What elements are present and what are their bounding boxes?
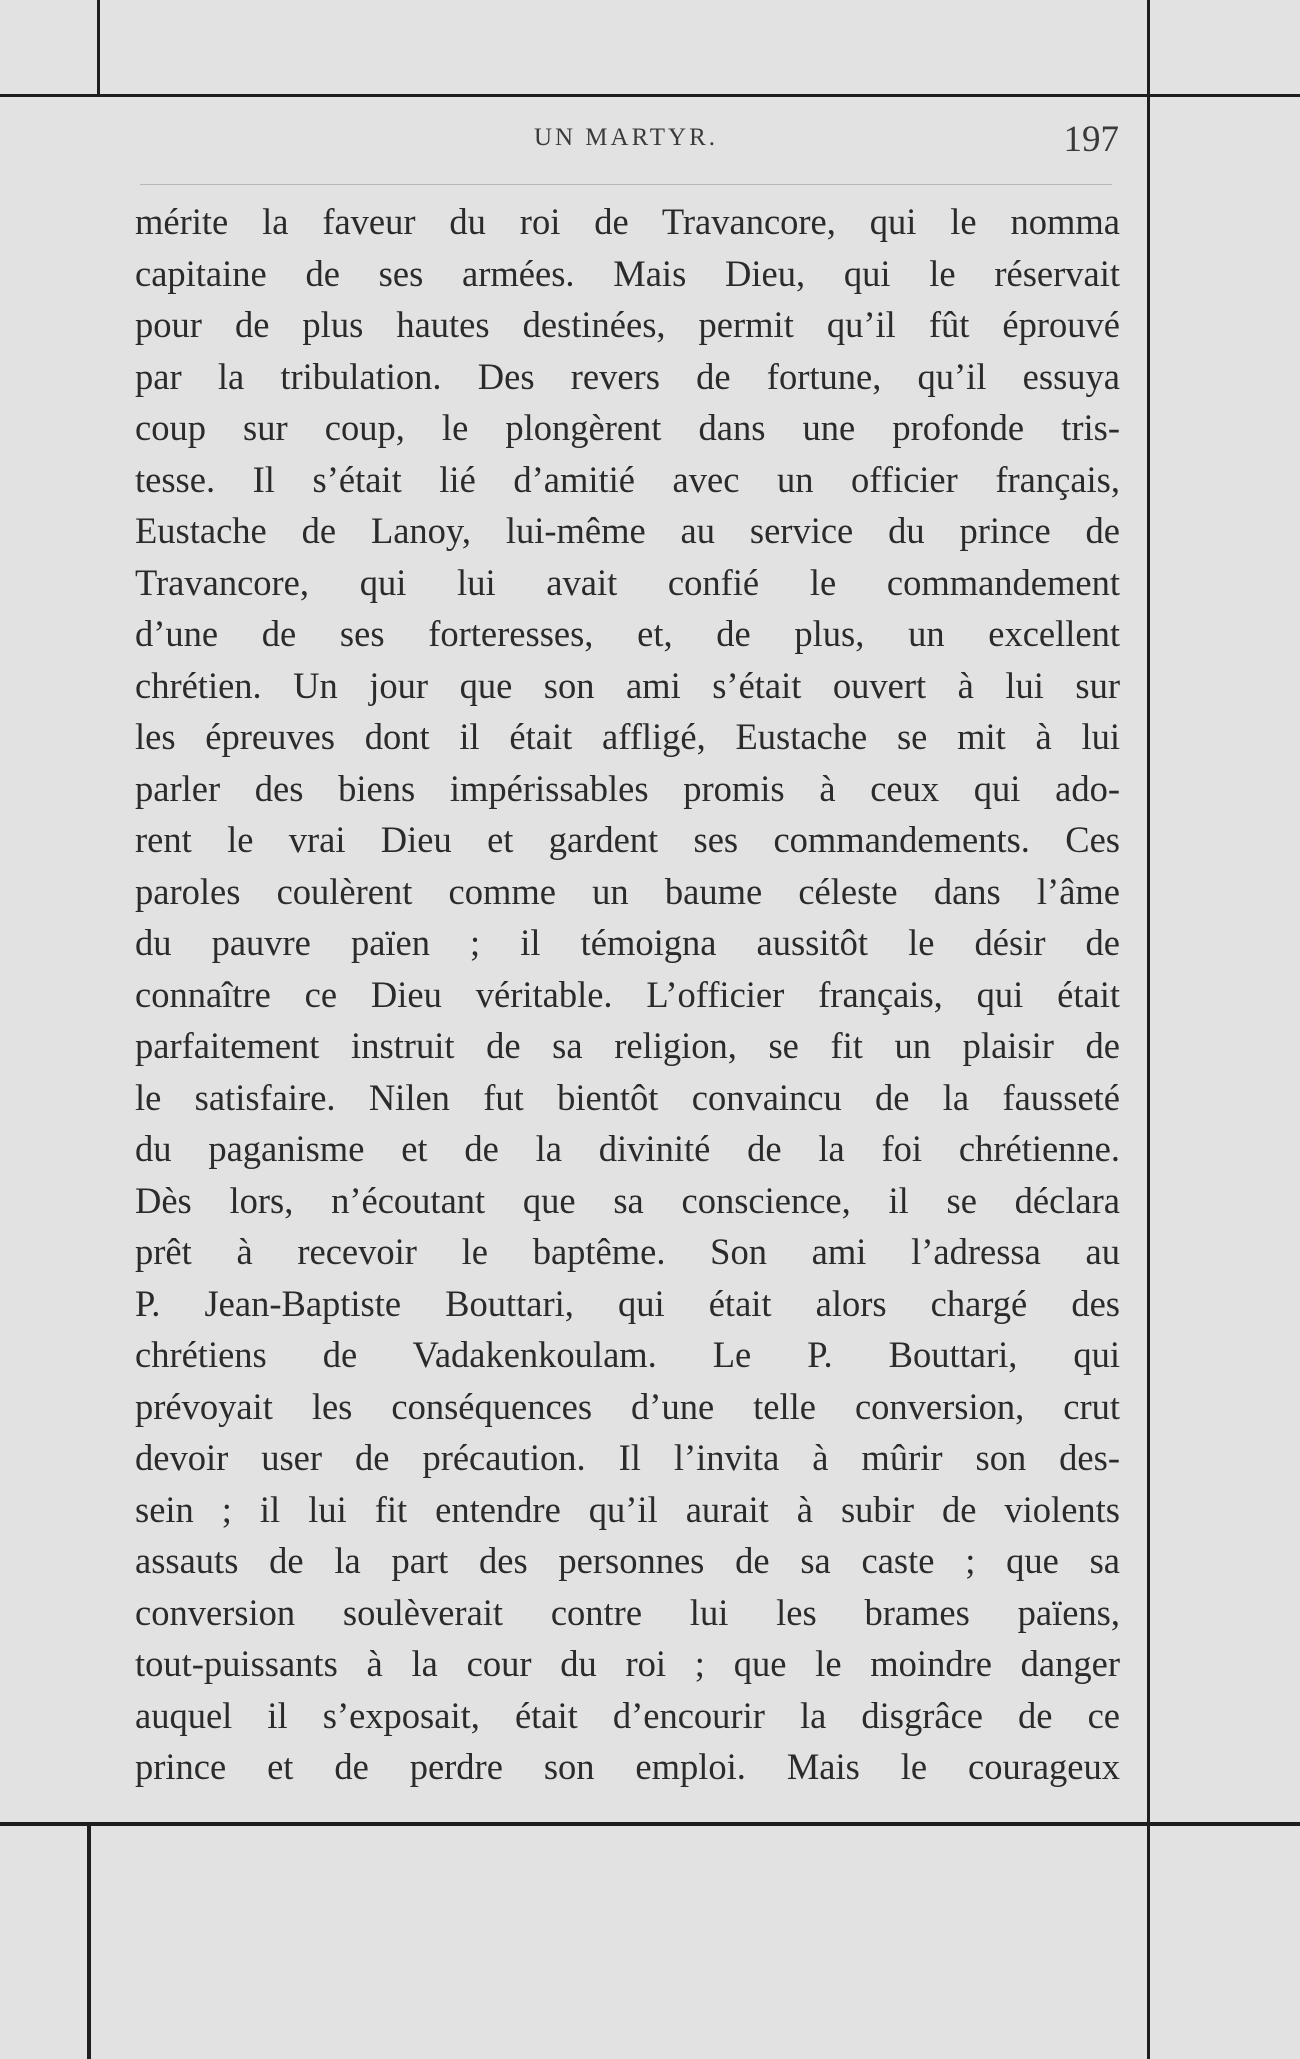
frame-left-rule <box>97 0 100 96</box>
text-line: sein ; il lui fit entendre qu’il aurait à subir de violents <box>135 1488 1120 1530</box>
text-line: les épreuves dont il était affligé, Eustache se mit à lui <box>135 716 1120 757</box>
frame-top-rule <box>0 94 1300 97</box>
frame-right-rule <box>1147 0 1150 2059</box>
text-line: d’une de ses forteresses, et, de plus, un excellent <box>135 613 1120 654</box>
frame-left-rule-lower <box>87 1824 91 2059</box>
text-line: mérite la faveur du roi de Travancore, qui le nomma <box>135 201 1120 242</box>
text-line: tesse. Il s’était lié d’amitié avec un officier français, <box>135 458 1120 500</box>
text-line: du pauvre païen ; il témoigna aussitôt le désir de <box>135 922 1120 963</box>
text-line: coup sur coup, le plongèrent dans une profonde tris- <box>135 407 1120 448</box>
text-line: capitaine de ses armées. Mais Dieu, qui le réservait <box>135 252 1120 294</box>
text-line: rent le vrai Dieu et gardent ses commandements. Ces <box>135 819 1120 860</box>
text-line: parfaitement instruit de sa religion, se fit un plaisir de <box>135 1025 1120 1066</box>
text-line: conversion soulèverait contre lui les brames païens, <box>135 1591 1120 1633</box>
text-line: paroles coulèrent comme un baume céleste dans l’âme <box>135 870 1120 912</box>
text-line: le satisfaire. Nilen fut bientôt convaincu de la fausseté <box>135 1076 1120 1118</box>
text-line: prévoyait les conséquences d’une telle conversion, crut <box>135 1385 1120 1427</box>
text-line: prêt à recevoir le baptême. Son ami l’adressa au <box>135 1231 1120 1272</box>
text-line: Travancore, qui lui avait confié le commandement <box>135 561 1120 603</box>
text-line: du paganisme et de la divinité de la foi chrétienne. <box>135 1128 1120 1169</box>
text-line: chrétien. Un jour que son ami s’était ouvert à lui sur <box>135 664 1120 706</box>
page-number: 197 <box>1063 119 1119 160</box>
body-text <box>135 196 1120 1793</box>
text-line: Dès lors, n’écoutant que sa conscience, il se déclara <box>135 1179 1120 1221</box>
text-line: P. Jean-Baptiste Bouttari, qui était alors chargé des <box>135 1282 1120 1324</box>
text-line: connaître ce Dieu véritable. L’officier français, qui était <box>135 973 1120 1015</box>
text-line: prince et de perdre son emploi. Mais le courageux <box>135 1746 1120 1787</box>
text-line: Eustache de Lanoy, lui-même au service du prince de <box>135 510 1120 551</box>
text-line: parler des biens impérissables promis à ceux qui ado- <box>135 767 1120 809</box>
text-line: tout-puissants à la cour du roi ; que le moindre danger <box>135 1643 1120 1684</box>
text-line: auquel il s’exposait, était d’encourir la disgrâce de ce <box>135 1694 1120 1736</box>
text-line: assauts de la part des personnes de sa caste ; que sa <box>135 1540 1120 1581</box>
text-line: devoir user de précaution. Il l’invita à mûrir son des- <box>135 1437 1120 1478</box>
header-rule <box>140 184 1112 185</box>
running-head: UN MARTYR. <box>533 124 719 151</box>
text-line: chrétiens de Vadakenkoulam. Le P. Bouttari, qui <box>135 1334 1120 1375</box>
frame-bottom-rule <box>0 1822 1300 1826</box>
text-line: pour de plus hautes destinées, permit qu’il fût éprouvé <box>135 304 1120 345</box>
page-header <box>133 119 1119 172</box>
text-line: par la tribulation. Des revers de fortune, qu’il essuya <box>135 355 1120 397</box>
